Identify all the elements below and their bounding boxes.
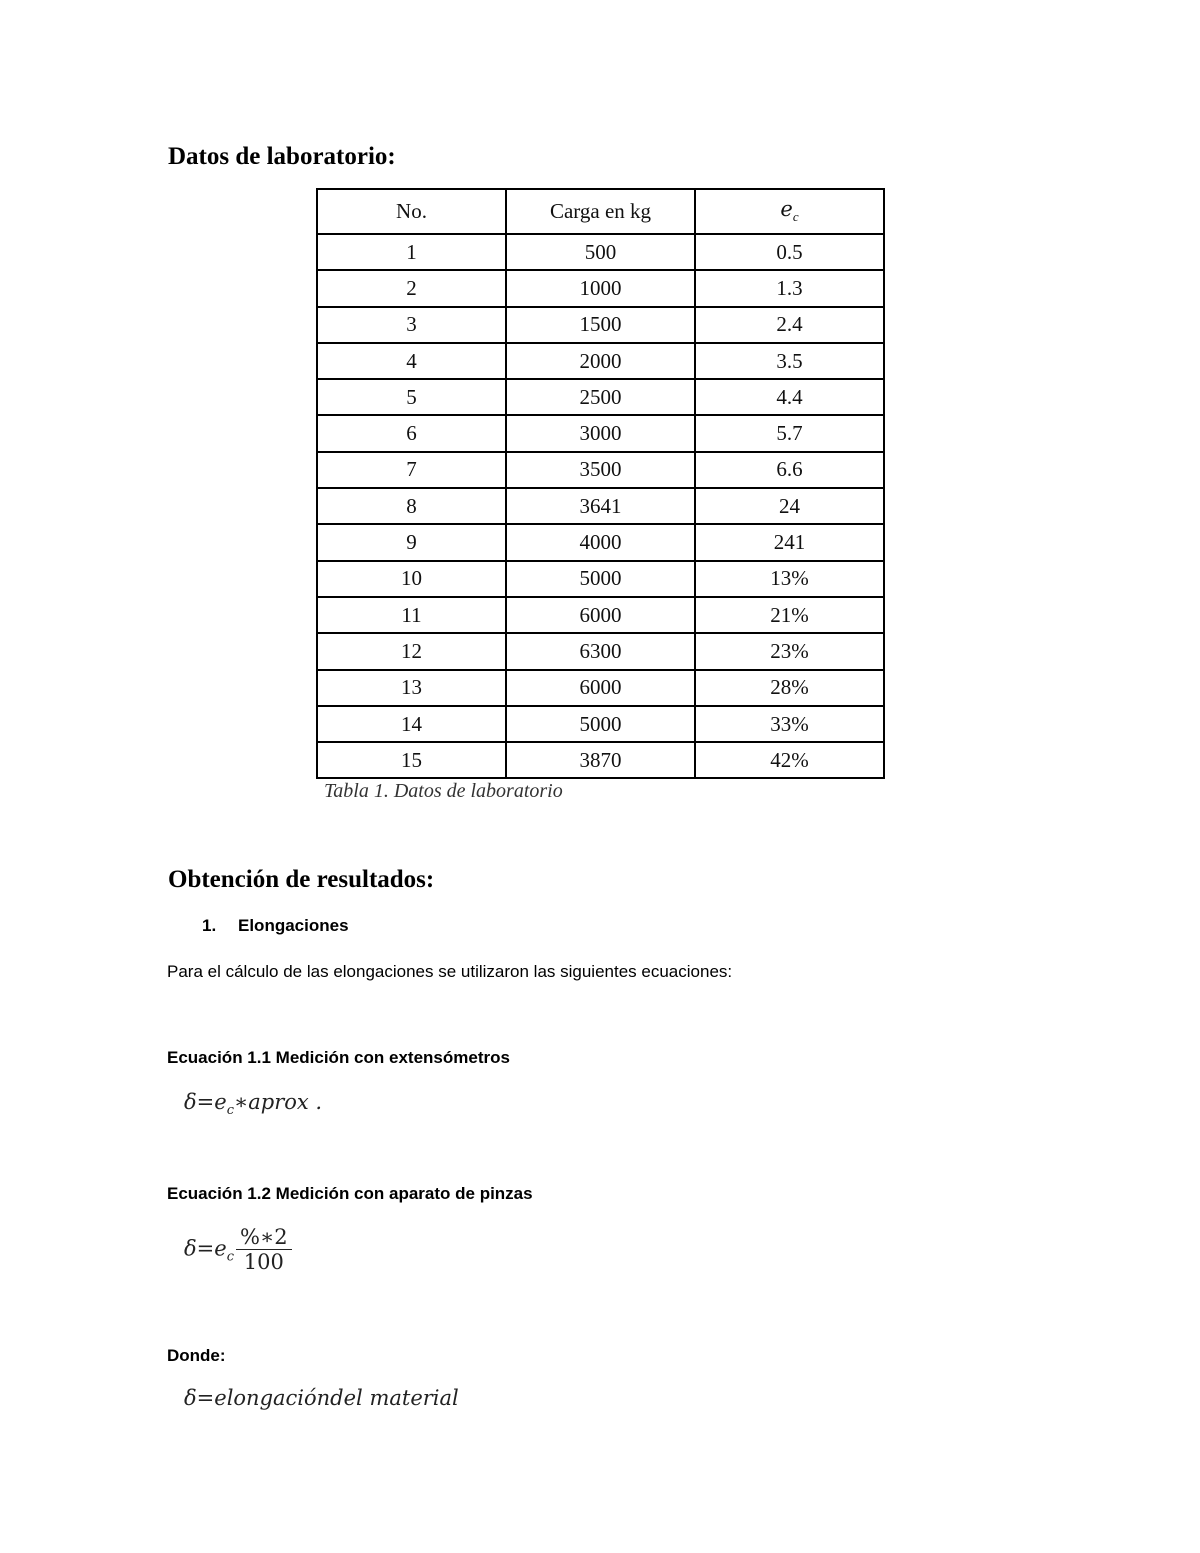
cell-no: 2 [317, 270, 506, 306]
table-row [317, 670, 884, 706]
equation-2 [184, 1226, 292, 1274]
eq1-delta: δ [184, 1090, 197, 1114]
cell-carga: 1500 [506, 307, 695, 343]
def-equals: = [196, 1386, 215, 1410]
header-ec [695, 189, 884, 234]
equation-1 [184, 1090, 322, 1118]
cell-ec: 21% [695, 597, 884, 633]
table-caption: Tabla 1. Datos de laboratorio [324, 780, 563, 802]
cell-no: 15 [317, 742, 506, 778]
table-row [317, 307, 884, 343]
list-item-elongaciones [202, 916, 349, 936]
header-carga: Carga en kg [506, 189, 695, 234]
cell-carga: 2000 [506, 343, 695, 379]
eq2-delta: δ [184, 1236, 197, 1261]
equation-1-label: Ecuación 1.1 Medición con extensómetros [167, 1048, 510, 1067]
cell-ec: 241 [695, 524, 884, 560]
header-ec-sub: c [792, 209, 799, 225]
cell-no: 5 [317, 379, 506, 415]
table-body [317, 234, 884, 778]
table-row [317, 633, 884, 669]
table-row [317, 270, 884, 306]
cell-carga: 3641 [506, 488, 695, 524]
cell-ec: 24 [695, 488, 884, 524]
eq1-sub: c [226, 1103, 234, 1118]
eq2-base: e [214, 1236, 227, 1261]
cell-carga: 6000 [506, 670, 695, 706]
table-row [317, 343, 884, 379]
table-row [317, 488, 884, 524]
table-row [317, 379, 884, 415]
cell-no: 12 [317, 633, 506, 669]
cell-no: 11 [317, 597, 506, 633]
cell-no: 13 [317, 670, 506, 706]
cell-carga: 3500 [506, 452, 695, 488]
eq1-rest: ∗aprox . [233, 1090, 323, 1114]
cell-ec: 42% [695, 742, 884, 778]
cell-carga: 5000 [506, 561, 695, 597]
def-delta: δ [184, 1386, 197, 1410]
table-row [317, 706, 884, 742]
cell-ec: 0.5 [695, 234, 884, 270]
table-row [317, 452, 884, 488]
cell-no: 7 [317, 452, 506, 488]
header-ec-base: e [780, 197, 793, 222]
table-row [317, 561, 884, 597]
cell-ec: 28% [695, 670, 884, 706]
cell-no: 8 [317, 488, 506, 524]
cell-no: 14 [317, 706, 506, 742]
table-row [317, 597, 884, 633]
cell-carga: 500 [506, 234, 695, 270]
cell-no: 6 [317, 415, 506, 451]
def-text: elongacióndel material [214, 1386, 459, 1410]
cell-carga: 2500 [506, 379, 695, 415]
lab-data-table [316, 188, 885, 779]
cell-no: 9 [317, 524, 506, 560]
section-title-datos: Datos de laboratorio: [168, 143, 396, 170]
eq2-denominator: 100 [243, 1250, 284, 1275]
cell-no: 1 [317, 234, 506, 270]
cell-ec: 13% [695, 561, 884, 597]
eq2-equals: = [196, 1236, 215, 1261]
cell-carga: 6000 [506, 597, 695, 633]
eq1-base: e [214, 1090, 227, 1114]
definition-equation [184, 1386, 459, 1410]
cell-carga: 4000 [506, 524, 695, 560]
list-number: 1. [202, 916, 217, 935]
cell-ec: 23% [695, 633, 884, 669]
section-title-obtencion: Obtención de resultados: [168, 866, 435, 893]
cell-no: 4 [317, 343, 506, 379]
cell-ec: 2.4 [695, 307, 884, 343]
table-row [317, 234, 884, 270]
cell-ec: 3.5 [695, 343, 884, 379]
cell-ec: 6.6 [695, 452, 884, 488]
cell-ec: 5.7 [695, 415, 884, 451]
cell-no: 10 [317, 561, 506, 597]
table-header-row [317, 189, 884, 234]
eq2-fraction [236, 1226, 292, 1274]
table-row [317, 524, 884, 560]
table-row [317, 415, 884, 451]
cell-ec: 4.4 [695, 379, 884, 415]
eq2-sub: c [226, 1249, 234, 1265]
donde-label: Donde: [167, 1346, 226, 1365]
equation-2-label: Ecuación 1.2 Medición con aparato de pinzas [167, 1184, 533, 1203]
header-no: No. [317, 189, 506, 234]
cell-carga: 6300 [506, 633, 695, 669]
eq2-numerator: %∗2 [236, 1226, 292, 1250]
intro-paragraph: Para el cálculo de las elongaciones se utilizaron las siguientes ecuaciones: [167, 962, 733, 981]
eq1-equals: = [196, 1090, 215, 1114]
cell-carga: 3870 [506, 742, 695, 778]
cell-ec: 1.3 [695, 270, 884, 306]
cell-carga: 5000 [506, 706, 695, 742]
cell-carga: 1000 [506, 270, 695, 306]
cell-ec: 33% [695, 706, 884, 742]
cell-no: 3 [317, 307, 506, 343]
cell-carga: 3000 [506, 415, 695, 451]
list-title: Elongaciones [238, 916, 349, 935]
table-row [317, 742, 884, 778]
